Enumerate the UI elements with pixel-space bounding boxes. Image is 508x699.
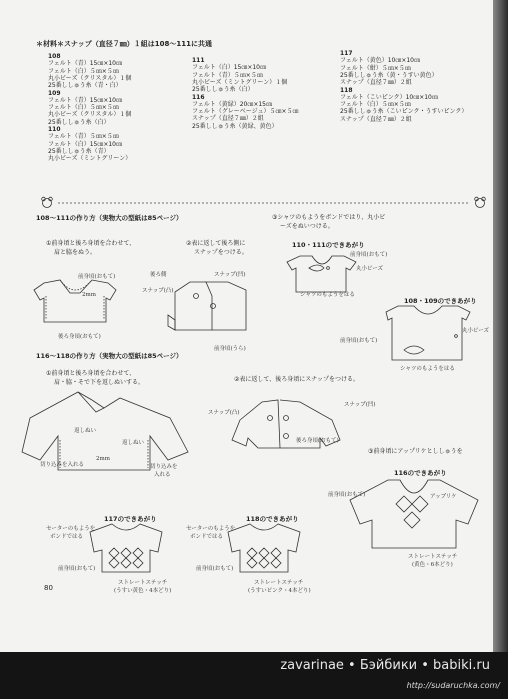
section2-heading: 116～118の作り方（実物大の型紙は85ページ） [36,352,183,360]
label-applique: アップリケ [430,494,457,500]
shirt-snap-diagram [168,282,246,330]
material-line: 25番ししゅう糸（青・白） [48,82,122,90]
material-line: 25番ししゅう糸（こいピンク・うすいピンク） [340,108,468,116]
material-line: フェルト（青）15㎝×10㎝ [48,60,122,68]
material-line: 25番ししゅう糸（黄・うすい黄色） [340,71,438,79]
material-line: フェルト（白）５㎝×５㎝ [48,67,119,75]
bear-icon [42,197,486,207]
material-line: 25番ししゅう糸（黄緑、黄色） [192,122,278,130]
label-front-116: 前身頃(おもて) [328,492,366,498]
label-front-back: 前身頃(うら) [214,346,246,352]
label-snap-inner: スナップ(凹) [214,272,246,278]
label-2mm-sweater: 2mm [96,456,110,462]
label-2mm: 2mm [82,292,96,298]
material-line: 118 [340,86,353,94]
material-line: 丸小ビーズ（クリスタル）１個 [48,111,132,119]
material-line: スナップ（直径７㎜）２組 [340,79,412,87]
watermark-url: http://sudaruchka.com/ [406,681,500,690]
section2-step2: ②表に返して、後ろ身頃にスナップをつける。 [234,376,360,383]
label-back-stitch-2: 返しぬい [122,440,145,446]
material-line: 25番ししゅう糸（白） [48,118,110,126]
material-line: スナップ（直径７㎜）２組 [340,115,412,123]
label-front-108: 前身頃(おもて) [340,338,378,344]
label-snap-convex: スナップ(凸) [208,410,240,416]
sweater-117-diagram [90,524,162,572]
section2-step1-line1: ①前身頃と後ろ身頃を合わせて、 [46,370,136,377]
watermark-text: zavarinae • Бэйбики • babiki.ru [280,658,490,673]
label-back-body: 後ろ身頃(おもて) [296,438,339,444]
material-line: 丸小ビーズ（ミントグリーン） [48,155,132,163]
section1-step3-line2: ーズをぬいつける。 [280,223,334,230]
material-line: 丸小ビーズ（クリスタル）１個 [48,74,132,82]
material-line: 109 [48,89,61,97]
section1-step2-line2: スナップをつける。 [194,249,248,256]
label-cut-in: 切り込みを [150,464,178,470]
label-back-side: 後ろ側 [150,272,167,278]
material-line: 丸小ビーズ（ミントグリーン）１個 [192,78,288,86]
label-sweater-117-line1: セーターのもようを [46,526,96,532]
label-stitch-117-line2: (うすい黄色・4本どり) [114,588,172,594]
label-stitch-117-line1: ストレートステッチ [118,580,168,586]
section1-step2-line1: ②表に返して後ろ側に [186,240,246,247]
shirt-108-diagram [386,306,470,360]
material-line: フェルト（青）15㎝×10㎝ [48,96,122,104]
material-line: フェルト（紺）５㎝×５㎝ [340,64,411,72]
label-sweater-118-line1: セーターのもようを [186,526,236,532]
sweater-116-diagram [350,480,478,548]
material-line: フェルト（グレーベージュ）５㎝×５㎝ [192,108,299,116]
label-straight: ストレートステッチ [408,554,458,560]
label-front-face-110: 前身頃(おもて) [350,252,388,258]
label-back-stitch: 返しぬい [74,428,97,434]
label-sweater-117-line2: ボンドではる [50,534,84,540]
material-line: 117 [340,50,353,57]
material-line: 116 [192,93,205,101]
material-line: 111 [192,57,205,64]
label-shirt-pattern: シャツのもようをはる [300,292,355,298]
label-cut: 切り込みを入れる [40,462,85,468]
material-line: フェルト（黄緑）20㎝×15㎝ [192,100,272,108]
shirt-110-diagram [287,256,356,292]
sweater-118-diagram [228,524,300,572]
material-line: フェルト（青）５㎝×５㎝ [192,71,263,79]
done-118: 118のできあがり [246,515,299,523]
label-stitch-118-line2: (うすいピンク・4本どり) [248,588,311,594]
label-front-117: 前身頃(おもて) [58,566,96,572]
material-line: スナップ（直径７㎜）２組 [192,115,264,123]
label-thread-color: (黄色・6本どり) [412,562,453,568]
material-line: フェルト（白）15㎝×10㎝ [48,140,122,148]
section1-heading: 108～111の作り方（実物大の型紙は85ページ） [36,214,183,222]
label-bead-108: 丸小ビーズ [462,328,490,334]
label-front-118: 前身頃(おもて) [196,566,234,572]
done-117: 117のできあがり [104,515,157,523]
section2-step3: ③前身頃にアップリケとししゅうを [368,448,463,455]
material-line: 110 [48,126,61,133]
material-line: フェルト（白）５㎝×５㎝ [48,104,119,112]
material-line: 25番ししゅう糸（青） [48,147,110,155]
section2-step1-line2: 肩・脇・そで下を返しぬいする。 [54,379,145,386]
label-stitch-118-line1: ストレートステッチ [254,580,304,586]
label-sweater-118-line2: ボンドではる [190,534,224,540]
material-line: フェルト（青）５㎝×５㎝ [48,133,119,141]
done-110-111: 110・111のできあがり [292,241,365,249]
shirt-flat-diagram [34,280,116,322]
book-spine [493,0,508,652]
label-back-face: 後ろ身頃(おもて) [58,334,101,340]
done-116: 116のできあがり [394,469,447,477]
materials-heading: ＊材料＊スナップ（直径７㎜）１組は108～111に共通 [36,40,212,48]
section1-step3-line1: ③シャツのもようをボンドではり、丸小ビ [272,214,386,221]
material-line: フェルト（こいピンク）10㎝×10㎝ [340,93,438,101]
done-108-109: 108・109のできあがり [404,297,477,305]
label-shirt-pattern-108: シャツのもようをはる [400,366,455,372]
page-number: 80 [44,584,53,592]
label-snap-concave: スナップ(凹) [344,402,376,408]
section1-step1-line1: ①前身頃と後ろ身頃を合わせて、 [46,240,136,247]
material-line: フェルト（黄色）10㎝×10㎝ [340,57,420,65]
material-line: 25番ししゅう糸（白） [192,86,254,94]
material-line: 108 [48,53,61,60]
material-line: フェルト（白）15㎝×10㎝ [192,64,266,72]
watermark-bar [0,652,508,699]
material-line: フェルト（白）５㎝×５㎝ [340,101,411,109]
label-cut-in-2: 入れる [154,472,171,478]
label-bead: 丸小ビーズ [356,266,384,272]
section1-step1-line2: 肩と脇をぬう。 [54,249,97,256]
label-snap-outer: スナップ(凸) [142,288,174,294]
label-front-face: 前身頃(おもて) [78,274,116,280]
